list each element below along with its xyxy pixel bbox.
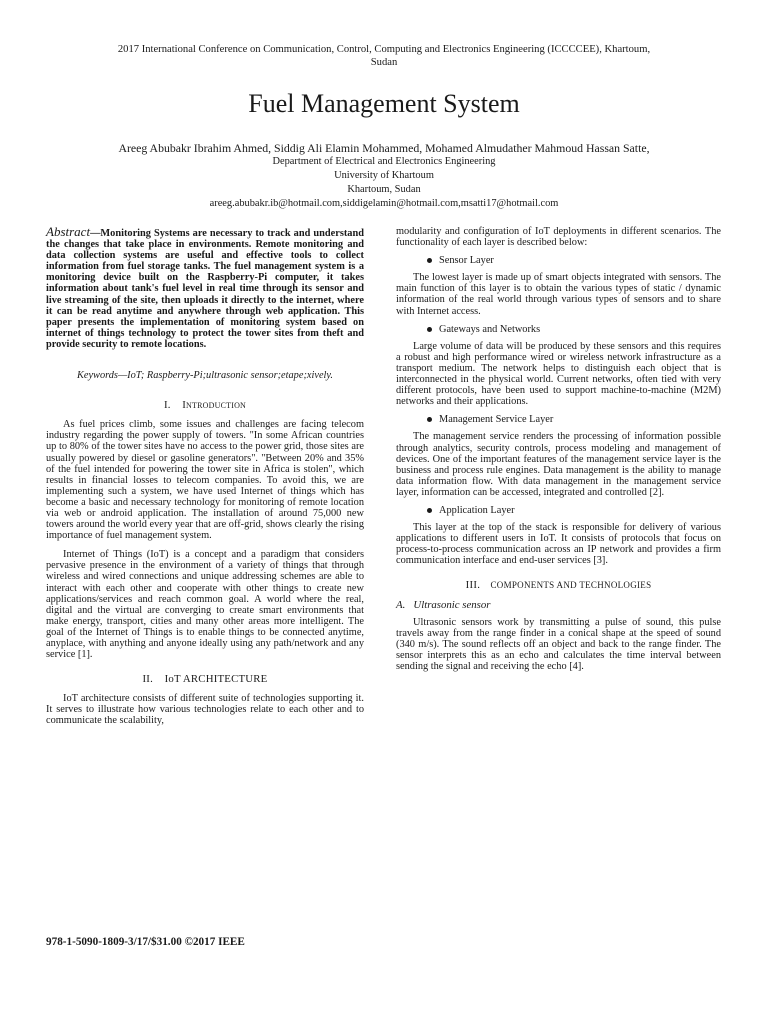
section-title: COMPONENTS AND TECHNOLOGIES xyxy=(490,580,652,591)
copyright-footer: 978-1-5090-1809-3/17/$31.00 ©2017 IEEE xyxy=(46,936,245,948)
layer-text-management: The management service renders the processing of information possible through analytics, security controls, process modeling and management of devices. One of the important features of the management service layer is the business and process rule engines. Data management is the ability to manage data information flow. With data management in the management service layer, information can be accessed, integrated and controlled [2]. xyxy=(396,431,721,498)
affiliation-department: Department of Electrical and Electronics Engineering xyxy=(272,156,496,167)
layer-text-application: This layer at the top of the stack is responsible for delivery of various applications to different users in IoT. It consists of protocols that focus on process-to-process communication across an IP network and provides a firm communication interface and end-user services [3]. xyxy=(396,522,721,567)
iot-paragraph-1-continued: modularity and configuration of IoT deployments in different scenarios. The functionality of each layer is described below: xyxy=(396,226,721,249)
intro-paragraph-1: As fuel prices climb, some issues and challenges are facing telecom industry regarding the power supply of towers. "In some African countries up to 80% of the tower sites have no access to the power grid, those sites are usually powered by diesel or gasoline generators". "Between 20% and 35% of the fuel intended for powering the tower site in Africa is stolen", which results in financial losses to telecom companies. To avoid this, we are implementing such a system, we have used Internet of things which has become a basic and necessary technology for monitoring of remote location via web or android application. The installation of around 75,000 new towers around the world every year that are off-grid, shows clearly the rising importance of fuel management system. xyxy=(46,419,364,542)
section-number: II. xyxy=(142,673,153,686)
subsection-letter: A xyxy=(396,598,403,611)
conference-header xyxy=(40,43,728,69)
keywords: Keywords—IoT; Raspberry-Pi;ultrasonic sensor;etape;xively. xyxy=(76,370,334,382)
layer-heading-gateways: Gateways and Networks xyxy=(396,324,721,335)
iot-paragraph-1: IoT architecture consists of different suite of technologies supporting it. It serves to illustrate how various technologies relate to each other and to communicate the scalability, xyxy=(46,693,364,727)
intro-paragraph-2: Internet of Things (IoT) is a concept and a paradigm that considers pervasive presence in the environment of a variety of things that through wireless and wired connections and unique addressing schemes are able to interact with each other and cooperate with other things to create new applications/services and reach common goal. A world where the real, digital and the virtual are converging to create smart environments that make energy, transport, cities and many other areas more intelligent. The goal of the Internet of Things is to enable things to be connected anytime, anyplace, with anything and anyone ideally using any path/network and any service [1]. xyxy=(46,549,364,661)
subsection-heading-ultrasonic: A. Ultrasonic sensor xyxy=(396,598,491,611)
conference-line-1: 2017 International Conference on Communication, Control, Computing and Electronics Engineering (ICCCCEE), Khartoum, xyxy=(117,44,651,55)
abstract-label: Abstract xyxy=(46,224,91,239)
section-heading-components xyxy=(396,580,721,591)
conference-line-2: Sudan xyxy=(370,57,398,68)
affiliation-emails: areeg.abubakr.ib@hotmail.com,siddigelamin@hotmail.com,msatti17@hotmail.com xyxy=(209,198,559,209)
paper-title: Fuel Management System xyxy=(248,89,520,118)
section-number: I. xyxy=(163,399,171,412)
section-title: Introduction xyxy=(182,399,247,412)
affiliation-city: Khartoum, Sudan xyxy=(347,184,421,195)
affiliation-university: University of Khartoum xyxy=(334,170,434,181)
section-number: III. xyxy=(465,579,481,592)
author-list: Areeg Abubakr Ibrahim Ahmed, Siddig Ali Elamin Mohammed, Mohamed Almudather Mahmoud Hassan Satte, xyxy=(118,141,650,155)
layer-heading-management: Management Service Layer xyxy=(396,414,721,425)
layer-text-gateways: Large volume of data will be produced by these sensors and this requires a robust and high performance wired or wireless network infrastructure as a transport medium. The network helps to distinguish each object that is interconnected in the physical world. Current networks, often tied with very different protocols, have been used to support machine-to-machine (M2M) networks and their applications. xyxy=(396,340,721,408)
left-column xyxy=(46,226,364,727)
ultrasonic-paragraph: Ultrasonic sensors work by transmitting a pulse of sound, this pulse travels away from the range finder in a conical shape at the speed of sound (340 m/s). The sound reflects off an object and back to the range finder. The sensor interprets this as an echo and calculates the time interval between sending the signal and receiving the echo [4]. xyxy=(396,616,721,672)
layer-heading-application: Application Layer xyxy=(396,505,721,516)
abstract xyxy=(46,226,364,350)
section-title: IoT ARCHITECTURE xyxy=(164,673,268,686)
layer-heading-sensor: Sensor Layer xyxy=(396,255,721,266)
abstract-text: —Monitoring Systems are necessary to track and understand the changes that take place in environments. Remote monitoring and data collection systems are useful and effective tools to collect information from fuel storage tanks. The fuel management system is a monitoring device built on the Raspberry-Pi computer, it takes information about tank's fuel level in real time through its sensor and live streaming of the site, then uploads it directly to the internet, where it can be read anytime and anywhere through web application. This paper presents the implementation of monitoring system based on internet of things technology to protect the tower sites from theft and provide security to remote locations. xyxy=(46,228,364,350)
right-column xyxy=(396,226,721,672)
subsection-title: Ultrasonic sensor xyxy=(413,598,491,611)
section-heading-iot xyxy=(46,674,364,685)
section-heading-intro xyxy=(46,400,364,411)
layer-text-sensor: The lowest layer is made up of smart objects integrated with sensors. The main function of this layer is to obtain the various types of static / dynamic information of the real world through various types of sensors and to share with Internet access. xyxy=(396,272,721,317)
